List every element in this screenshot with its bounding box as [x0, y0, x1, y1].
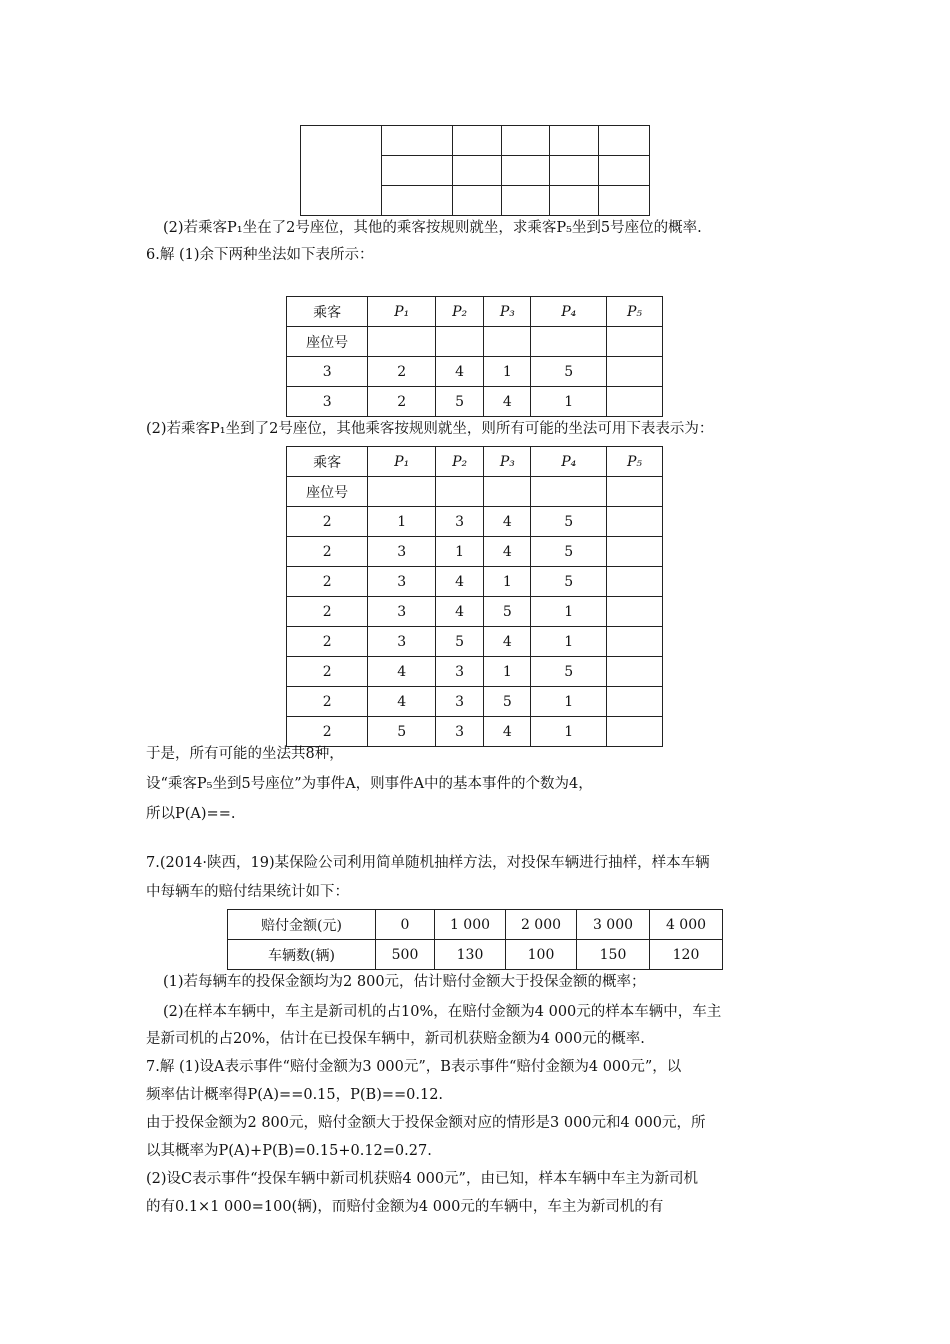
- table-cell: 3: [436, 717, 484, 747]
- table-cell: 4: [484, 717, 531, 747]
- blank-table: [300, 125, 650, 216]
- blank-cell: [550, 186, 599, 216]
- table-cell: 1: [531, 687, 607, 717]
- table-cell: 3: [368, 537, 436, 567]
- table-cell: 4: [368, 657, 436, 687]
- table-cell: 4: [484, 537, 531, 567]
- table-cell: 2: [287, 657, 368, 687]
- q7-line-2: 中每辆车的赔付结果统计如下：: [146, 884, 349, 900]
- table-cell: 3: [368, 597, 436, 627]
- table-subheader-cell: 座位号: [287, 327, 368, 357]
- table-cell: 3: [436, 507, 484, 537]
- table-cell: 4: [436, 357, 484, 387]
- table-cell: 2: [287, 687, 368, 717]
- blank-cell: [550, 126, 599, 156]
- table-header-cell: 2 000: [506, 910, 577, 940]
- table-header-cell: 0: [376, 910, 435, 940]
- table-header-cell: 4 000: [650, 910, 723, 940]
- solution-6-heading: 6.解 (1)余下两种坐法如下表所示：: [146, 247, 374, 263]
- table-header-cell: P₄: [531, 447, 607, 477]
- table-cell: 1: [531, 717, 607, 747]
- table-cell: 4: [484, 627, 531, 657]
- blank-cell: [301, 126, 382, 216]
- table-cell: 5: [531, 507, 607, 537]
- table-cell: 2: [287, 567, 368, 597]
- table-cell: 2: [287, 537, 368, 567]
- q7-part2-line-1: (2)在样本车辆中，车主是新司机的占10%，在赔付金额为4 000元的样本车辆中，车主: [163, 1004, 722, 1020]
- blank-cell: [382, 156, 453, 186]
- table-cell: [484, 327, 531, 357]
- table-cell: 1: [531, 387, 607, 417]
- q7-part1: (1)若每辆车的投保金额均为2 800元，估计赔付金额大于投保金额的概率；: [163, 974, 646, 990]
- blank-cell: [599, 126, 650, 156]
- table-header-cell: 3 000: [577, 910, 650, 940]
- table-cell: 500: [376, 940, 435, 970]
- table-cell: [606, 537, 662, 567]
- q7-line-1: 7.(2014·陕西，19)某保险公司利用简单随机抽样方法，对投保车辆进行抽样，样本车辆: [146, 855, 710, 871]
- blank-cell: [502, 156, 550, 186]
- table-cell: [436, 477, 484, 507]
- table-cell: [606, 567, 662, 597]
- blank-cell: [453, 186, 502, 216]
- table-cell: 4: [484, 387, 531, 417]
- table-header-cell: P₃: [484, 447, 531, 477]
- table-cell: 4: [368, 687, 436, 717]
- table-cell: [484, 477, 531, 507]
- solution-6-line-2: 设“乘客P₅坐到5号座位”为事件A，则事件A中的基本事件的个数为4，: [146, 776, 593, 792]
- table-cell: 5: [531, 537, 607, 567]
- table-cell: 2: [287, 627, 368, 657]
- q7-part2-line-2: 是新司机的占20%，估计在已投保车辆中，新司机获赔金额为4 000元的概率.: [146, 1031, 645, 1047]
- table-cell: 1: [368, 507, 436, 537]
- table-cell: 4: [484, 507, 531, 537]
- table-header-cell: P₂: [436, 297, 484, 327]
- table-cell: 150: [577, 940, 650, 970]
- table-cell: 130: [435, 940, 506, 970]
- table-cell: 3: [287, 357, 368, 387]
- q6-part2: (2)若乘客P₁坐在了2号座位，其他的乘客按规则就坐，求乘客P₅坐到5号座位的概率.: [163, 220, 702, 236]
- table-cell: [368, 327, 436, 357]
- table-cell: 2: [368, 357, 436, 387]
- table-header-cell: 1 000: [435, 910, 506, 940]
- table-cell: 1: [436, 537, 484, 567]
- solution-7-line-1: 7.解 (1)设A表示事件“赔付金额为3 000元”，B表示事件“赔付金额为4 000元”，以: [146, 1059, 682, 1075]
- blank-cell: [382, 126, 453, 156]
- table-header-cell: P₅: [606, 447, 662, 477]
- table-cell: 3: [368, 567, 436, 597]
- table-row: [287, 357, 663, 387]
- solution-7-line-3: 由于投保金额为2 800元，赔付金额大于投保金额对应的情形是3 000元和4 000元，所: [146, 1115, 706, 1131]
- table-cell: 5: [531, 357, 607, 387]
- table-cell: [606, 657, 662, 687]
- table-cell: 1: [484, 357, 531, 387]
- table-cell: 1: [531, 627, 607, 657]
- table-cell: 5: [484, 687, 531, 717]
- blank-cell: [382, 186, 453, 216]
- seating-table-2: [286, 446, 663, 747]
- table-cell: 4: [436, 567, 484, 597]
- table-row: [287, 687, 663, 717]
- table-header-cell: P₄: [531, 297, 607, 327]
- table-cell: 5: [368, 717, 436, 747]
- table-cell: 车辆数(辆): [228, 940, 376, 970]
- blank-cell: [502, 186, 550, 216]
- table-cell: 3: [368, 627, 436, 657]
- blank-cell: [453, 156, 502, 186]
- table-subheader-cell: 座位号: [287, 477, 368, 507]
- blank-cell: [453, 126, 502, 156]
- table-header-cell: 赔付金额(元): [228, 910, 376, 940]
- claims-table: [227, 909, 723, 970]
- table-row: [287, 657, 663, 687]
- table-cell: 5: [436, 627, 484, 657]
- table-cell: 3: [436, 657, 484, 687]
- table-row: [287, 387, 663, 417]
- table-cell: [606, 597, 662, 627]
- table-row: [287, 567, 663, 597]
- table-header-cell: 乘客: [287, 447, 368, 477]
- table-cell: 5: [484, 597, 531, 627]
- blank-cell: [599, 186, 650, 216]
- table-cell: [606, 477, 662, 507]
- table-cell: 3: [436, 687, 484, 717]
- table-cell: 2: [287, 507, 368, 537]
- table-cell: 5: [531, 657, 607, 687]
- table-cell: 3: [287, 387, 368, 417]
- solution-6-line-1: 于是，所有可能的坐法共8种，: [146, 746, 344, 762]
- table-cell: [606, 507, 662, 537]
- solution-7-line-4: 以其概率为P(A)+P(B)=0.15+0.12=0.27.: [146, 1143, 432, 1159]
- table-header-cell: P₃: [484, 297, 531, 327]
- table-cell: [436, 327, 484, 357]
- solution-7-line-2: 频率估计概率得P(A)==0.15，P(B)==0.12.: [146, 1087, 444, 1103]
- table-cell: [606, 387, 662, 417]
- seating-table-1: [286, 296, 663, 417]
- blank-cell: [599, 156, 650, 186]
- solution-6-part2: (2)若乘客P₁坐到了2号座位，其他乘客按规则就坐，则所有可能的坐法可用下表表示为：: [146, 421, 714, 437]
- table-cell: [606, 687, 662, 717]
- table-cell: [606, 357, 662, 387]
- table-cell: 1: [484, 567, 531, 597]
- table-cell: [531, 327, 607, 357]
- table-cell: [606, 327, 662, 357]
- solution-6-line-3: 所以P(A)==.: [146, 806, 236, 822]
- table-row: [287, 507, 663, 537]
- table-cell: 1: [531, 597, 607, 627]
- table-cell: 100: [506, 940, 577, 970]
- table-cell: 4: [436, 597, 484, 627]
- blank-cell: [502, 126, 550, 156]
- table-cell: 2: [287, 597, 368, 627]
- table-header-cell: P₁: [368, 297, 436, 327]
- table-cell: 2: [368, 387, 436, 417]
- table-cell: [368, 477, 436, 507]
- table-header-cell: 乘客: [287, 297, 368, 327]
- table-cell: 120: [650, 940, 723, 970]
- table-cell: 1: [484, 657, 531, 687]
- table-cell: 2: [287, 717, 368, 747]
- table-cell: 5: [531, 567, 607, 597]
- table-cell: [606, 627, 662, 657]
- table-row: [287, 537, 663, 567]
- table-header-cell: P₁: [368, 447, 436, 477]
- blank-cell: [550, 156, 599, 186]
- table-header-cell: P₂: [436, 447, 484, 477]
- table-row: [287, 597, 663, 627]
- table-cell: [531, 477, 607, 507]
- table-header-cell: P₅: [606, 297, 662, 327]
- table-cell: 5: [436, 387, 484, 417]
- table-row: [287, 627, 663, 657]
- solution-7-line-6: 的有0.1×1 000=100(辆)，而赔付金额为4 000元的车辆中，车主为新司机的有: [146, 1199, 664, 1215]
- solution-7-line-5: (2)设C表示事件“投保车辆中新司机获赔4 000元”，由已知，样本车辆中车主为新司机: [146, 1171, 698, 1187]
